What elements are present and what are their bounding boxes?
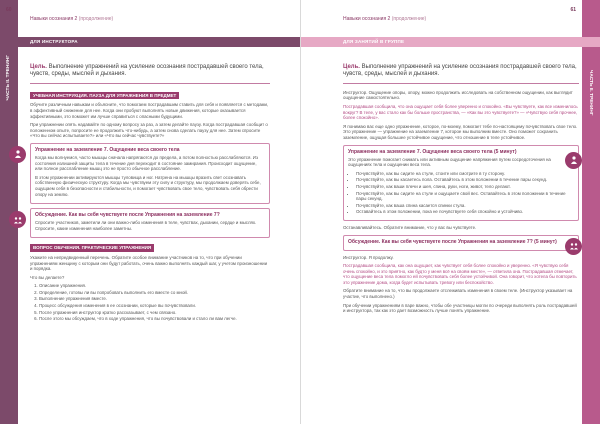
exercise-bullets	[348, 171, 574, 215]
right-page	[300, 0, 600, 424]
discussion-title	[348, 239, 574, 245]
exercise-title: Упражнение на заземление 7. Ощущение веса своего тела	[35, 146, 180, 153]
discussion-box	[343, 235, 579, 251]
paragraph: Укажите на непредвиденный перечень. Обратите особое внимание участников на то, что при обучении упражнениям женщину с которым они будут работать, очень важно выполнять каждый шаг, у учетом произношении и порядка.	[30, 254, 268, 272]
exercise-intro: Это упражнение помогает снимать или активным ощущение напряжения путем сосредоточения на ощущениях тела и ощущении веса тела.	[348, 156, 551, 168]
bullet-item: • Почувствуйте, как вы касаетесь пола. Оставайтесь в этом положении в течение пары секунд.	[356, 177, 574, 183]
list-intro: Что вы делаете?	[30, 274, 65, 280]
person-icon	[565, 152, 582, 169]
bullet-item: • Почувствуйте, как вы сидите на стуле и ощущаете свой вес. Оставайтесь в этом положении в течение пары секунд.	[356, 191, 574, 202]
highlight-paragraph: Пострадавшая сообщила, как она ощущает, как чувствует себя более спокойно и уверенно. «Я чувствую себя очень спокойно, и это приятно, как будто у меня всё на своём месте», — ответила она. Пострадавшая отмечает, что ощущение веса тела помогло ей почувствовать себя более устойчивой. Она говорит, что хотела бы повторить это упражнение дома, когда будет испытывать тревогу или беспокойство.	[343, 263, 577, 285]
exercise-text: В этом упражнении активируются мышцы туловища и ног. Натрена на мышцы вразить свет осознавать собственную физическую структуру. Когда мы чувствуем эту силу и структуру, мы продолжаем доверять себе, ощущаем себя в безопасности и стабильности, и помогает чувствовать свое тело, чувствовать себя обрести опору на землю.	[35, 174, 261, 197]
discussion-title-text: Обсуждение. Как вы себя чувствуете после Упражнения на заземление 7?	[348, 238, 533, 245]
exercise-text: Когда мы волнуемся, часто мышцы сначала напрягаются до предела, а потом полностью расслабляются. Из состояния излишней защиты тела в течение дня переходит в состояние замирания. Происходит ощущение, или полное расслабление мышц это не просто обычное расслабление.	[35, 154, 258, 172]
running-head	[30, 16, 113, 22]
section-band	[301, 37, 600, 47]
exercise-box	[343, 145, 579, 221]
band-title: ДЛЯ ЗАНЯТИЙ В ГРУППЕ	[343, 39, 405, 44]
bullet-item: • Оставайтесь в этом положении, пока не почувствуете себя спокойно и устойчиво.	[356, 209, 574, 215]
goal-body: Выполнение упражнений на усиление осознания пострадавшей своего тела, чувств, среды, мыслей и дыхания.	[30, 64, 264, 78]
exercise-time: (5 минут)	[493, 148, 517, 155]
exercise-box	[30, 143, 270, 204]
paragraph: При упражнении опять надавайте по одному вопросу за раз, а затем делайте паузу. Когда пострадавшая сообщит о положенном опыте, попросите ее продолжить что-нибудь, а затем снова сделать паузу для нее. Затем спросите «Что вы сейчас испытываете?» или «Что вы сейчас чувствуете?»	[30, 122, 268, 139]
section-title: ВОПРОС ОБУЧЕНИЯ. ПРАКТИЧЕСКИЕ УПРАЖНЕНИЯ	[30, 244, 154, 252]
left-content	[30, 64, 270, 324]
discussion-text: Спросите участников, заметили ли они важно-либо изменения в теле, чувствах, дыхании, сердце и мыслях. Спросите, какие изменения наиболее заметны.	[35, 220, 257, 231]
paragraph: Я понимаю вас еще одно упражнение, которое, по-моему, помогает тебе по-настоящему почувствовать свое тело. Это упражнение — упражнение на заземление 7, которое мы выполним вместе. Оно поможет сохранить заземление, ощущая большее устойчивое ощущение, что отношение в теле устойчивое.	[343, 123, 578, 140]
highlight-paragraph: Пострадавшая сообщила, что она ощущает себя более уверенно и спокойно. «Вы чувствуете, как все изменилось вокруг? В теле, у вас стало как бы больше пространства, — «Как вы это чувствуете?» — «Чувствую себя прочнее, более спокойно».	[343, 104, 578, 121]
right-content	[343, 64, 579, 317]
step-item: 6. После этого мы обсуждаем, что в ходе упражнения, что вы почувствовали и стало ли вам легче.	[39, 316, 270, 322]
paragraph: Обратите внимание на то, что вы продолжаете отслеживать изменения в своем теле. (Инструктор указывает на участие, что выполнено.)	[343, 288, 573, 300]
running-head-title: Навыки осознания 2	[30, 16, 78, 22]
discussion-title: Обсуждение. Как вы себя чувствуете после Упражнения на заземление 7?	[35, 212, 220, 219]
step-item: 5. После упражнения инструктор кратко рассказывает, с чем связано.	[39, 310, 270, 316]
bullet-item: • Почувствуйте, как ваша спина касается спинки стула.	[356, 203, 574, 209]
discussion-time: (5 минут)	[534, 238, 557, 245]
running-head	[343, 16, 426, 22]
goal-body: Выполнение упражнений на усиление осознания пострадавшей своего тела, чувств, среды, мыслей и дыхания.	[343, 64, 577, 78]
bullet-item: • Почувствуйте, как ваши плечи и шея, спина, руки, ноги, живот, тело делают.	[356, 184, 574, 190]
discussion-box	[30, 208, 270, 238]
exercise-title-text: Упражнение на заземление 7. Ощущение веса своего тела	[348, 148, 493, 155]
running-head-title: Навыки осознания 2	[343, 16, 391, 22]
paragraph: При обучении упражнениям в паре важно, чтобы обе участницы могли по очереди выполнять роль пострадавшей и инструктора, так как это дает возможность лучше понять упражнение.	[343, 302, 577, 314]
step-item: 2. Определение, готовы ли вы попробовать выполнить его вместе со мной.	[39, 290, 270, 296]
paragraph: Инструктор. Я продолжу.	[343, 254, 394, 260]
section-band	[0, 37, 300, 47]
goal-text	[30, 64, 270, 84]
running-head-sub: (продолжение)	[391, 16, 427, 22]
paragraph: Инструктор. Ощущение опоры, опору, можно продолжить исследовать на собственном ощущении, как выглядит ощущение самостоятельно.	[343, 89, 573, 101]
page-number: 60	[6, 7, 12, 13]
exercise-title	[348, 149, 574, 155]
running-head-sub: (продолжение)	[78, 16, 114, 22]
goal-label: Цель.	[343, 64, 360, 70]
person-icon	[9, 146, 26, 163]
side-tab-label: ЧАСТЬ II. ТРЕНИНГ	[6, 55, 11, 101]
section-title: УЧЕБНАЯ ИНСТРУКЦИЯ. ПАУЗА ДЛЯ УПРАЖНЕНИЯ В ПРЕДМЕТ	[30, 92, 179, 100]
step-item: 4. Процесс обсуждения изменения в ее осознании, которые вы почувствовали.	[39, 303, 270, 309]
goal-label: Цель.	[30, 64, 47, 70]
paragraph: Обучите различным навыкам и объясните, что помогаем пострадавшим ставить для себя и появляется с методами, в эффективный снижение для нее. Когда они пробуют выполнять новые движения, которые оказывается эффективными, это поможет им лучше справиться с опасными будущими.	[30, 102, 269, 119]
goal-text	[343, 64, 579, 84]
steps-list	[30, 283, 270, 322]
band-title: ДЛЯ ИНСТРУКТОРА	[30, 39, 78, 44]
step-item: 1. Описание упражнения.	[39, 283, 270, 289]
right-side-tab	[582, 0, 600, 424]
side-tab-label: ЧАСТЬ II. ТРЕНИНГ	[588, 70, 593, 116]
bullet-item: • Почувствуйте, как вы сидите на стуле, стоите или смотрите в ту сторону.	[356, 171, 574, 177]
page-number: 61	[570, 7, 576, 13]
paragraph: Останавливайтесь. Обратите внимание, что у вас вы чувствуете.	[343, 224, 477, 230]
step-item: 3. Выполнение упражнения вместе.	[39, 296, 270, 302]
group-icon	[565, 238, 582, 255]
group-icon	[9, 211, 26, 228]
